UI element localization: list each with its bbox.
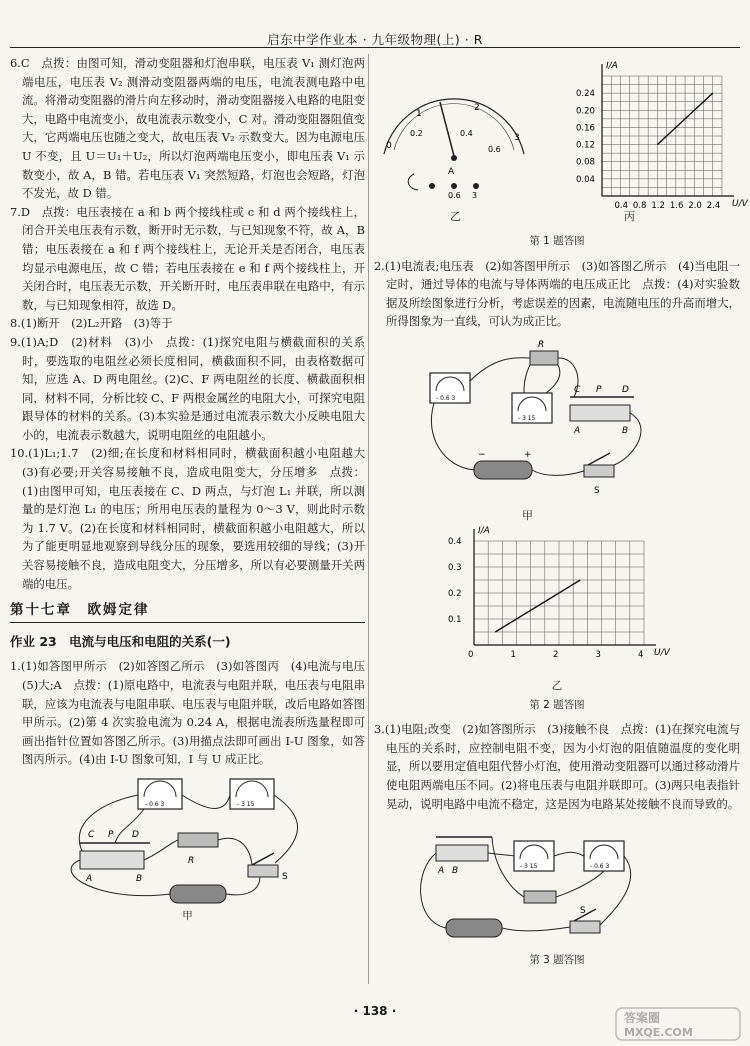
y-tick-label: 0.24 [576, 89, 595, 100]
page-number: · 138 · [353, 1004, 397, 1018]
dial-terminal-06: 0.6 [448, 191, 461, 200]
svg-text:A: A [86, 873, 93, 884]
answer-7: 7.D 点拨：电压表接在 a 和 b 两个接线柱或 c 和 d 两个接线柱上，闭合开关电压表有示数，断开时无示数，与已知现象不符，故 A，B 错；电压表接在 a 和 f 两个接线柱上，无论开关是否闭合，电压表均显示电源电压，故 C 错；若电压表接在 e 和 f 两个接线柱上，开关闭合时，电压表无示数，开关断开时，电压表串联在电路中，有示数，与已知现象相符，故选 D。 [10, 204, 365, 312]
label-b-3: B [452, 866, 459, 877]
figure-q2-yi [374, 527, 740, 677]
svg-text:答案圈: 答案圈 [624, 1011, 661, 1025]
chapter-heading: 第十七章 欧姆定律 [10, 602, 150, 619]
ammeter-dial [384, 99, 524, 200]
watermark-graphic [614, 1006, 742, 1042]
column-divider [368, 54, 369, 984]
battery-icon [474, 450, 532, 479]
svg-text:+: + [524, 449, 532, 460]
voltmeter-icon [512, 393, 552, 423]
dial-tick-06: 0.6 [488, 145, 501, 154]
answer-9: 9.(1)A;D (2)材料 (3)小 点拨：(1)探究电阻与横截面积的关系时，要选取的电阻丝必须长度相同，横截面积不同，由表格数据可知，应选 A、D 两电阻丝。(2)C、F 两电阻丝的长度、横截面积相同，材料不同，分析比较 C、F 两根金属丝的电阻大小，可探究电阻跟导体的材料的关系。(3)本实验是通过电流表示数大小反映电阻大小的，电流表示数越大，说明电阻丝的电阻越小。 [10, 334, 365, 442]
figure-caption-q3: 第 3 题答图 [529, 954, 585, 967]
figure-label-bing: 丙 [624, 210, 635, 223]
svg-text:- 0.6 3: - 0.6 3 [436, 394, 456, 402]
x-tick-label: 1.2 [651, 201, 665, 211]
switch-icon [584, 453, 614, 496]
x-tick-label: 0.4 [614, 201, 628, 211]
figure-label-jia-2: 甲 [522, 508, 533, 522]
ammeter-icon [430, 373, 470, 403]
battery-icon [446, 919, 502, 937]
y-tick-label: 0.04 [576, 174, 595, 185]
label-r: R [538, 339, 545, 350]
dial-unit: A [448, 167, 455, 177]
svg-text:MXQE.COM: MXQE.COM [624, 1026, 693, 1039]
voltmeter-icon [514, 841, 554, 871]
dial-tick-2: 2 [474, 103, 480, 113]
x-tick-label: 1.6 [669, 201, 684, 211]
dial-tick-3: 3 [514, 133, 520, 143]
x-tick-label: 4 [638, 649, 644, 660]
label-s: S [594, 485, 600, 496]
svg-text:- 3 15: - 3 15 [518, 414, 536, 422]
svg-text:C: C [88, 829, 95, 840]
header-rule [10, 47, 740, 48]
circuit-diagram-jia [10, 773, 365, 923]
svg-text:- 0.6 3: - 0.6 3 [145, 800, 165, 808]
figure-label-yi-2: 乙 [551, 679, 563, 692]
hw-answer-1: 1.(1)如答图甲所示 (2)如答图乙所示 (3)如答图丙 (4)电流与电压 (5)大;A 点拨：(1)原电路中，电流表与电阻并联，电压表与电阻串联，应该为电流表与电阻串联、电压表与电阻并联，改后电路如答图甲所示。(2)第 4 次实验电流为 0.24 A，根据电流表所选量程即可画出指针位置如答图乙所示。(3)用描点法即可画出 I-U 图象，如答图丙所示。(4)由 I-U 图象可知，I 与 U 成正比。 [10, 659, 377, 767]
switch-icon [570, 906, 600, 933]
battery-icon [170, 885, 226, 903]
label-b: B [622, 425, 629, 436]
x-tick-label: 2.0 [688, 201, 702, 211]
voltmeter-icon [230, 779, 274, 809]
figure-q3 [374, 821, 740, 951]
svg-text:- 0.6 3: - 0.6 3 [590, 863, 610, 871]
svg-text:B: B [136, 873, 143, 884]
ammeter-icon [584, 841, 624, 871]
label-c: C [574, 384, 581, 395]
dial-tick-02: 0.2 [410, 129, 423, 138]
svg-text:−: − [478, 449, 486, 460]
homework-number: 作业 23 [10, 633, 57, 649]
resistor-icon [530, 340, 558, 365]
homework-heading [10, 633, 365, 652]
x-tick-label: 3 [595, 649, 601, 660]
dial-tick-1: 1 [416, 109, 422, 119]
x-tick-label: 2.4 [706, 201, 721, 211]
figure-caption-q2: 第 2 题答图 [529, 698, 585, 711]
rheostat-icon [80, 830, 150, 884]
x-tick-label: 1 [510, 649, 516, 660]
label-d: D [622, 384, 629, 395]
figure-label-jia: 甲 [182, 909, 193, 922]
dial-tick-0: 0 [386, 141, 392, 151]
page-header [0, 0, 750, 47]
svg-text:R: R [188, 855, 195, 866]
figure-caption-q1: 第 1 题答图 [529, 235, 585, 247]
watermark-logo [614, 1006, 742, 1042]
svg-text:- 3 15: - 3 15 [520, 863, 538, 871]
figure-q2-jia [374, 337, 740, 527]
figure-label-yi: 乙 [450, 210, 461, 223]
svg-text:P: P [108, 829, 114, 840]
header-title: 启东中学作业本 · 九年级物理(上) · R [267, 32, 483, 47]
dial-terminal-3: 3 [472, 191, 478, 200]
figure-q1-row [374, 54, 748, 232]
answer-8: 8.(1)断开 (2)L₂开路 (3)等于 [10, 316, 173, 331]
resistor-icon [178, 833, 218, 866]
y-tick-label: 0.20 [576, 106, 595, 117]
x-tick-label: 2 [553, 649, 559, 660]
dial-tick-04: 0.4 [460, 129, 473, 138]
y-tick-label: 0.12 [576, 140, 595, 151]
x-tick-label: 0.8 [632, 201, 647, 211]
ammeter-icon [138, 779, 182, 809]
figure-q1-jia [10, 773, 365, 923]
left-column [10, 54, 377, 923]
chart-i-u-yi [434, 527, 694, 667]
label-a-3: A [438, 866, 445, 877]
answer-10: 10.(1)L₁;1.7 (2)细;在长度和材料相同时，横截面积越小电阻越大 (3)有必要;开关容易接触不良，造成电阻变大，分压增多 点拨：(1)由图甲可知，电压表接在 C、D 两点，与灯泡 L₁ 并联，所以测量的是灯泡 L₁ 的电压；所用电压表的量程为 0～3 V，则此时示数为 1.7 V。(2)在长度和材料相同时，横截面积越小电阻越大，所以为了能更明显地观察到导线分压的现象，要选用较细的导线；(3)开关容易接触不良，造成电阻变大，分压增多，所以有必要测量开关两端的电压。 [10, 446, 377, 591]
switch-icon [248, 853, 288, 882]
y-axis-label: I/A [606, 61, 618, 71]
y-axis-label: I/A [478, 525, 490, 536]
rheostat-icon [570, 385, 634, 436]
rheostat-icon [436, 837, 492, 876]
y-tick-label: 0.08 [576, 157, 595, 168]
answer-6: 6.C 点拨：由图可知，滑动变阻器和灯泡串联，电压表 V₁ 测灯泡两端电压，电压表 V₂ 测滑动变阻器两端的电压，电流表测电路中电流。将滑动变阻器的滑片向左移动时，滑动变阻器接入电路的电阻变大，电路中电流变小，故电流表示数变小，C 对。滑动变阻器阻值变大，它两端电压也随之变大，故电压表 V₂ 示数变大。因为电源电压 U 不变，且 U＝U₁＋U₂，所以灯泡两端电压变小，即电压表 V₁ 示数变小，故 A，B 错。若电压表 V₁ 突然短路，灯泡也会短路，灯泡不发光，故 D 错。 [10, 56, 365, 201]
y-tick-label: 0.2 [448, 588, 462, 599]
hw-answer-2: 2.(1)电流表;电压表 (2)如答图甲所示 (3)如答图乙所示 (4)当电阻一定时，通过导体的电流与导体两端的电压成正比 点拨：(4)对实验数据及所绘图象进行分析，考虑误差的因素，电流随电压的升高而增大，所得图象为一直线，可认为成正比。 [374, 258, 740, 329]
label-p: P [596, 384, 602, 395]
chart-i-u-bing [564, 54, 748, 222]
chapter-rule [10, 622, 365, 623]
x-tick-label: 0 [468, 649, 474, 660]
resistor-icon [524, 891, 556, 903]
circuit-diagram-q3 [374, 821, 740, 951]
x-axis-label: U/V [654, 647, 670, 658]
label-s-3: S [580, 906, 586, 917]
y-tick-label: 0.3 [448, 562, 462, 573]
right-column [374, 54, 748, 970]
hw-answer-3: 3.(1)电阻;改变 (2)如答图所示 (3)接触不良 点拨：(1)在探究电流与电压的关系时，应控制电阻不变，因为小灯泡的阻值随温度的变化明显，所以要用定值电阻代替小灯泡，使用滑动变阻器可以通过移动滑片使电阻两端电压不同。(2)将电压表与电阻并联即可。(3)两只电表指针晃动，说明电路中电流不稳定，这是因为电路某处接触不良而导致的。 [374, 722, 740, 811]
label-a: A [574, 425, 581, 436]
y-tick-label: 0.16 [576, 123, 595, 134]
svg-text:- 3 15: - 3 15 [237, 800, 255, 808]
homework-title: 电流与电压和电阻的关系(一) [69, 633, 231, 649]
y-tick-label: 0.1 [448, 614, 462, 625]
x-axis-label: U/V [732, 199, 748, 209]
svg-text:D: D [132, 829, 139, 840]
svg-text:S: S [282, 871, 288, 882]
circuit-diagram-q2 [374, 337, 740, 509]
y-tick-label: 0.4 [448, 536, 462, 547]
